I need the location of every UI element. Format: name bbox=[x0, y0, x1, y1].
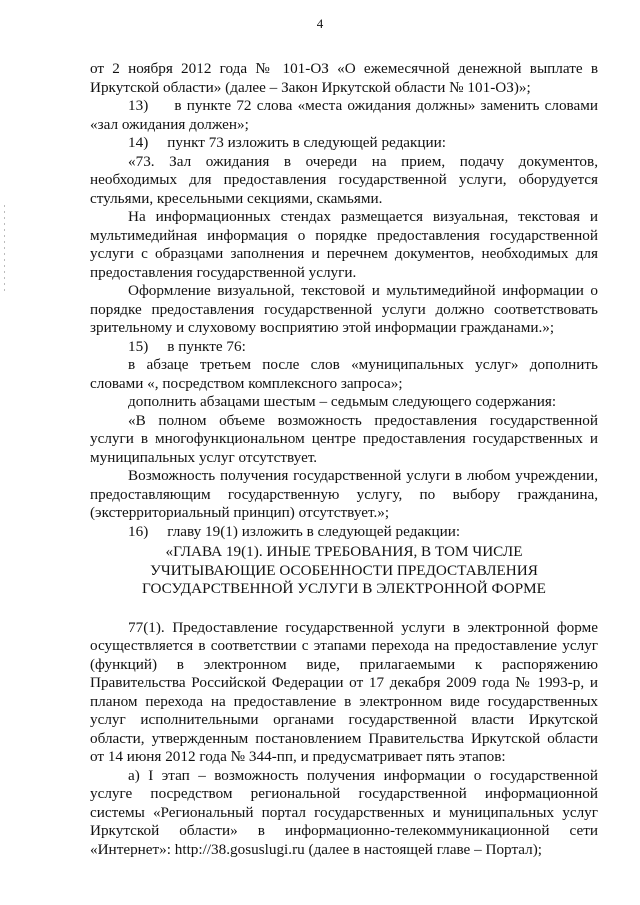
paragraph-77-1: 77(1). Предоставление государственной услуги в электронной форме осуществляется в соответствии с этапами перехода на предоставление услуг (функций) в электронном виде, прилагаемыми к распоряжению Правительства Российской Федерации от 17 декабря 2009 года № 1993-р, и планом перехода на предоставление в электронном виде государственных услуг исполнительными органами государственной власти Иркутской области, утвержденным постановлением Правительства Иркутской области от 14 июня 2012 года № 344-пп, и предусматривает пять этапов: bbox=[90, 618, 598, 765]
item-16-text: главу 19(1) изложить в следующей редакции: bbox=[167, 522, 461, 540]
paragraph-design: Оформление визуальной, текстовой и мультимедийной информации о порядке предоставления государственной услуги должно соответствовать зрительному и слуховому восприятию этой информации гражданами.»; bbox=[90, 282, 598, 336]
list-item-13 bbox=[90, 97, 598, 134]
spacer bbox=[90, 599, 598, 619]
item-13-text: в пункте 72 слова «места ожидания должны» заменить словами «зал ожидания должен»; bbox=[90, 97, 598, 133]
page-number: 4 bbox=[316, 16, 324, 31]
margin-scan-mark bbox=[4, 205, 5, 295]
chapter-heading-line-2: УЧИТЫВАЮЩИЕ ОСОБЕННОСТИ ПРЕДОСТАВЛЕНИЯ bbox=[150, 561, 538, 579]
document-body bbox=[90, 60, 598, 859]
paragraph-stage-1: а) I этап – возможность получения информации о государственной услуге посредством региональной государственной информационной системы «Региональный портал государственных и муниципальных услуг Иркутской области» в информационно-телекоммуникационной сети «Интернет»: http://38.gosuslugi.ru (далее в настоящей главе – Портал); bbox=[90, 766, 598, 858]
chapter-heading-line-1: «ГЛАВА 19(1). ИНЫЕ ТРЕБОВАНИЯ, В ТОМ ЧИСЛЕ bbox=[165, 543, 523, 560]
paragraph-abzac-3: в абзаце третьем после слов «муниципальных услуг» дополнить словами «, посредством комплексного запроса»; bbox=[90, 356, 598, 392]
paragraph-73: «73. Зал ожидания в очереди на прием, подачу документов, необходимых для предоставления государственной услуги, оборудуется стульями, кресельными секциями, скамьями. bbox=[90, 152, 598, 207]
paragraph-law-reference: от 2 ноября 2012 года № 101-ОЗ «О ежемесячной денежной выплате в Иркутской области» (далее – Закон Иркутской области № 101-ОЗ)»; bbox=[90, 60, 598, 96]
list-item-15 bbox=[90, 338, 598, 357]
item-14-number: 14) bbox=[128, 134, 149, 151]
paragraph-dopolnit: дополнить абзацами шестым – седьмым следующего содержания: bbox=[128, 393, 557, 410]
item-16-number: 16) bbox=[128, 522, 149, 540]
list-item-14 bbox=[90, 134, 598, 153]
item-15-number: 15) bbox=[128, 337, 149, 355]
item-15-text: в пункте 76: bbox=[167, 337, 246, 355]
paragraph-info-stands: На информационных стендах размещается визуальная, текстовая и мультимедийная информация о порядке предоставления государственной услуги с образцами заполнения и перечнем документов, необходимых для предоставления государственной услуги. bbox=[90, 208, 598, 281]
chapter-heading-line-3: ГОСУДАРСТВЕННОЙ УСЛУГИ В ЭЛЕКТРОННОЙ ФОРМЕ bbox=[142, 580, 546, 597]
list-item-16 bbox=[90, 523, 598, 542]
paragraph-extraterritorial: Возможность получения государственной услуги в любом учреждении, предоставляющим государственную услугу, по выбору гражданина, (экстерриториальный принцип) отсутствует.»; bbox=[90, 467, 598, 521]
item-13-number: 13) bbox=[128, 97, 149, 114]
chapter-heading bbox=[90, 543, 598, 599]
paragraph-full-volume: «В полном объеме возможность предоставления государственной услуги в многофункциональном центре предоставления государственных и муниципальных услуг отсутствует. bbox=[90, 411, 598, 466]
item-14-text: пункт 73 изложить в следующей редакции: bbox=[167, 134, 447, 151]
